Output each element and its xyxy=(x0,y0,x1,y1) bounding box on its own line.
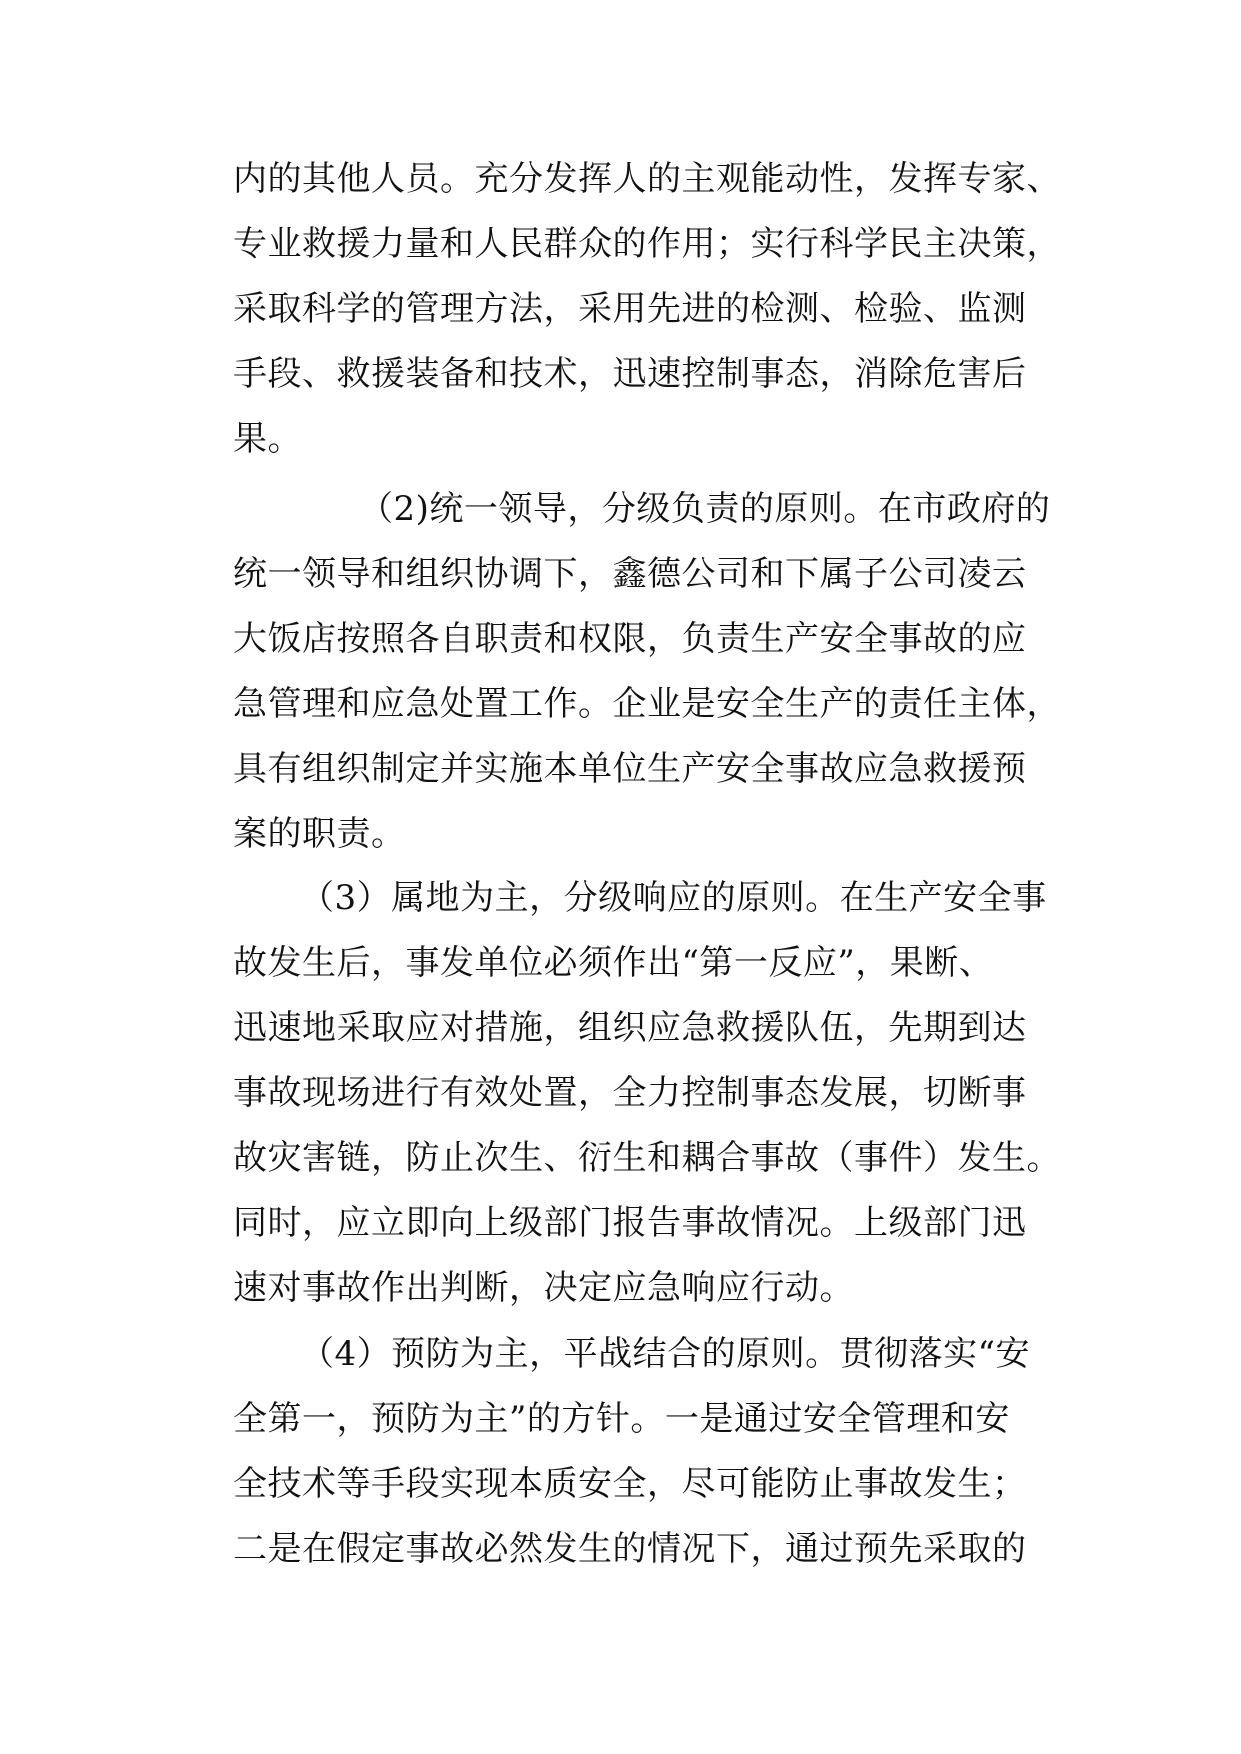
text-line: 统一领导和组织协调下，鑫德公司和下属子公司凌云 xyxy=(233,554,1027,594)
text-line: 全技术等手段实现本质安全，尽可能防止事故发生； xyxy=(233,1464,1027,1504)
text-line: （4）预防为主，平战结合的原则。贯彻落实“安 xyxy=(300,1334,1031,1374)
text-line: 采取科学的管理方法，采用先进的检测、检验、监测 xyxy=(233,289,1027,329)
text-line: （2)统一领导，分级负责的原则。在市政府的 xyxy=(359,489,1051,529)
paragraph-4 xyxy=(233,1322,1031,1582)
text-line: 故灾害链，防止次生、衍生和耦合事故（事件）发生。 xyxy=(233,1138,1061,1178)
paragraph-2 xyxy=(233,477,1061,867)
text-line: 速对事故作出判断，决定应急响应行动。 xyxy=(233,1268,854,1308)
paragraph-1 xyxy=(233,147,1061,472)
text-line: 同时，应立即向上级部门报告事故情况。上级部门迅 xyxy=(233,1203,1027,1243)
text-line: （3）属地为主，分级响应的原则。在生产安全事 xyxy=(300,878,1047,918)
text-line: 迅速地采取应对措施，组织应急救援队伍，先期到达 xyxy=(233,1008,1027,1048)
text-line: 专业救援力量和人民群众的作用；实行科学民主决策， xyxy=(233,224,1061,264)
text-line: 具有组织制定并实施本单位生产安全事故应急救援预 xyxy=(233,749,1027,789)
text-line: 事故现场进行有效处置，全力控制事态发展，切断事 xyxy=(233,1073,1027,1113)
text-line: 故发生后，事发单位必须作出“第一反应”，果断、 xyxy=(233,943,994,983)
text-line: 案的职责。 xyxy=(233,814,406,854)
text-line: 全第一，预防为主”的方针。一是通过安全管理和安 xyxy=(233,1399,1010,1439)
text-line: 内的其他人员。充分发挥人的主观能动性，发挥专家、 xyxy=(233,159,1061,199)
text-line: 果。 xyxy=(233,419,302,459)
paragraph-3 xyxy=(233,866,1061,1321)
text-line: 大饭店按照各自职责和权限，负责生产安全事故的应 xyxy=(233,619,1027,659)
text-line: 急管理和应急处置工作。企业是安全生产的责任主体， xyxy=(233,684,1061,724)
text-line: 手段、救援装备和技术，迅速控制事态，消除危害后 xyxy=(233,354,1027,394)
text-line: 二是在假定事故必然发生的情况下，通过预先采取的 xyxy=(233,1529,1027,1569)
